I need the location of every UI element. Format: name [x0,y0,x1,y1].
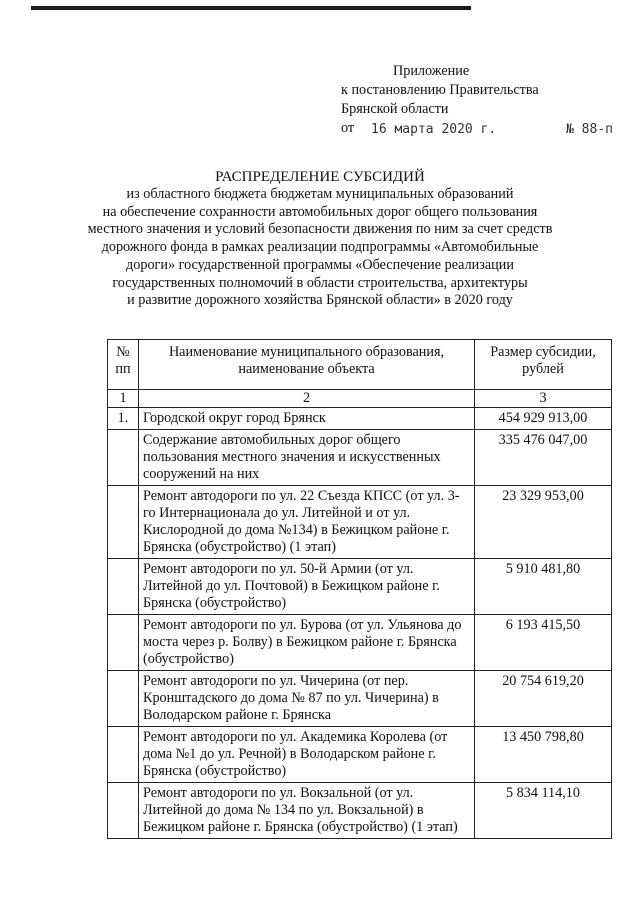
row-number [108,559,139,615]
subtitle-line: и развитие дорожного хозяйства Брянской области» в 2020 году [127,292,513,309]
row-name: Ремонт автодороги по ул. Академика Королева (от дома №1 до ул. Речной) в Володарском районе г. Брянска (обустройство) [139,727,475,783]
row-name: Ремонт автодороги по ул. Вокзальной (от ул. Литейной до дома № 134 по ул. Вокзальной) в Бежицком районе г. Брянска (обустройство) (1 этап) [139,783,475,839]
col-number: 2 [139,390,475,408]
row-number [108,727,139,783]
row-number [108,486,139,559]
table-header-row [108,340,612,390]
appendix-block [341,62,613,140]
subtitle-line: на обеспечение сохранности автомобильных дорог общего пользования [102,203,538,220]
row-name: Ремонт автодороги по ул. 50-й Армии (от ул. Литейной до ул. Почтовой) в Бежицком районе г. Брянска (обустройство) [139,559,475,615]
row-amount: 5 834 114,10 [475,783,612,839]
subsidy-table [107,339,612,839]
table-row [108,486,612,559]
row-name: Содержание автомобильных дорог общего пользования местного значения и искусственных сооружений на них [139,430,475,486]
appendix-decree: к постановлению Правительства [341,82,539,98]
subtitle-line: из областного бюджета бюджетам муниципальных образований [126,186,514,202]
row-amount: 23 329 953,00 [475,486,612,559]
row-number: 1. [108,408,139,430]
col-number: 1 [108,390,139,408]
row-amount: 13 450 798,80 [475,727,612,783]
row-name: Городской округ город Брянск [139,408,475,430]
table-row [108,559,612,615]
subtitle-line: государственных полномочий в области строительства, архитектуры [112,274,528,291]
subtitle-line: дорожного фонда в рамках реализации подпрограммы «Автомобильные [101,239,539,256]
column-number-row [108,390,612,408]
col-number: 3 [475,390,612,408]
row-amount: 20 754 619,20 [475,671,612,727]
row-name: Ремонт автодороги по ул. Чичерина (от пер. Кронштадского до дома № 87 по ул. Чичерина) в Володарском районе г. Брянска [139,671,475,727]
table-row [108,783,612,839]
row-amount: 335 476 047,00 [475,430,612,486]
row-number [108,615,139,671]
row-name: Ремонт автодороги по ул. 22 Съезда КПСС (от ул. 3-го Интернационала до ул. Литейной и от ул. Кислородной до дома №134) в Бежицком районе г. Брянска (обустройство) (1 этап) [139,486,475,559]
header-num: № пп [108,340,139,390]
row-amount: 6 193 415,50 [475,615,612,671]
row-number [108,783,139,839]
row-amount: 5 910 481,80 [475,559,612,615]
row-number [108,671,139,727]
subtitle-line: местного значения и условий безопасности движения по ним за счет средств [87,221,553,238]
table-row [108,615,612,671]
top-edge-line [31,6,471,10]
document-title: РАСПРЕДЕЛЕНИЕ СУБСИДИЙ [215,169,425,185]
header-name: Наименование муниципального образования, наименование объекта [139,340,475,390]
decree-date: 16 марта 2020 г. [371,122,497,137]
table-row [108,430,612,486]
appendix-label: Приложение [393,63,470,79]
appendix-region: Брянской области [341,101,449,117]
document-subtitle [80,186,560,310]
row-amount: 454 929 913,00 [475,408,612,430]
header-amount: Размер субсидии, рублей [475,340,612,390]
decree-number: № 88-п [566,122,613,137]
subtitle-line: дороги» государственной программы «Обеспечение реализации [126,256,514,273]
appendix-date-line [341,119,613,140]
row-name: Ремонт автодороги по ул. Бурова (от ул. Ульянова до моста через р. Болву) в Бежицком районе г. Брянска (обустройство) [139,615,475,671]
row-number [108,430,139,486]
table-row [108,408,612,430]
date-prefix: от [341,120,355,136]
table-row [108,727,612,783]
table-row [108,671,612,727]
